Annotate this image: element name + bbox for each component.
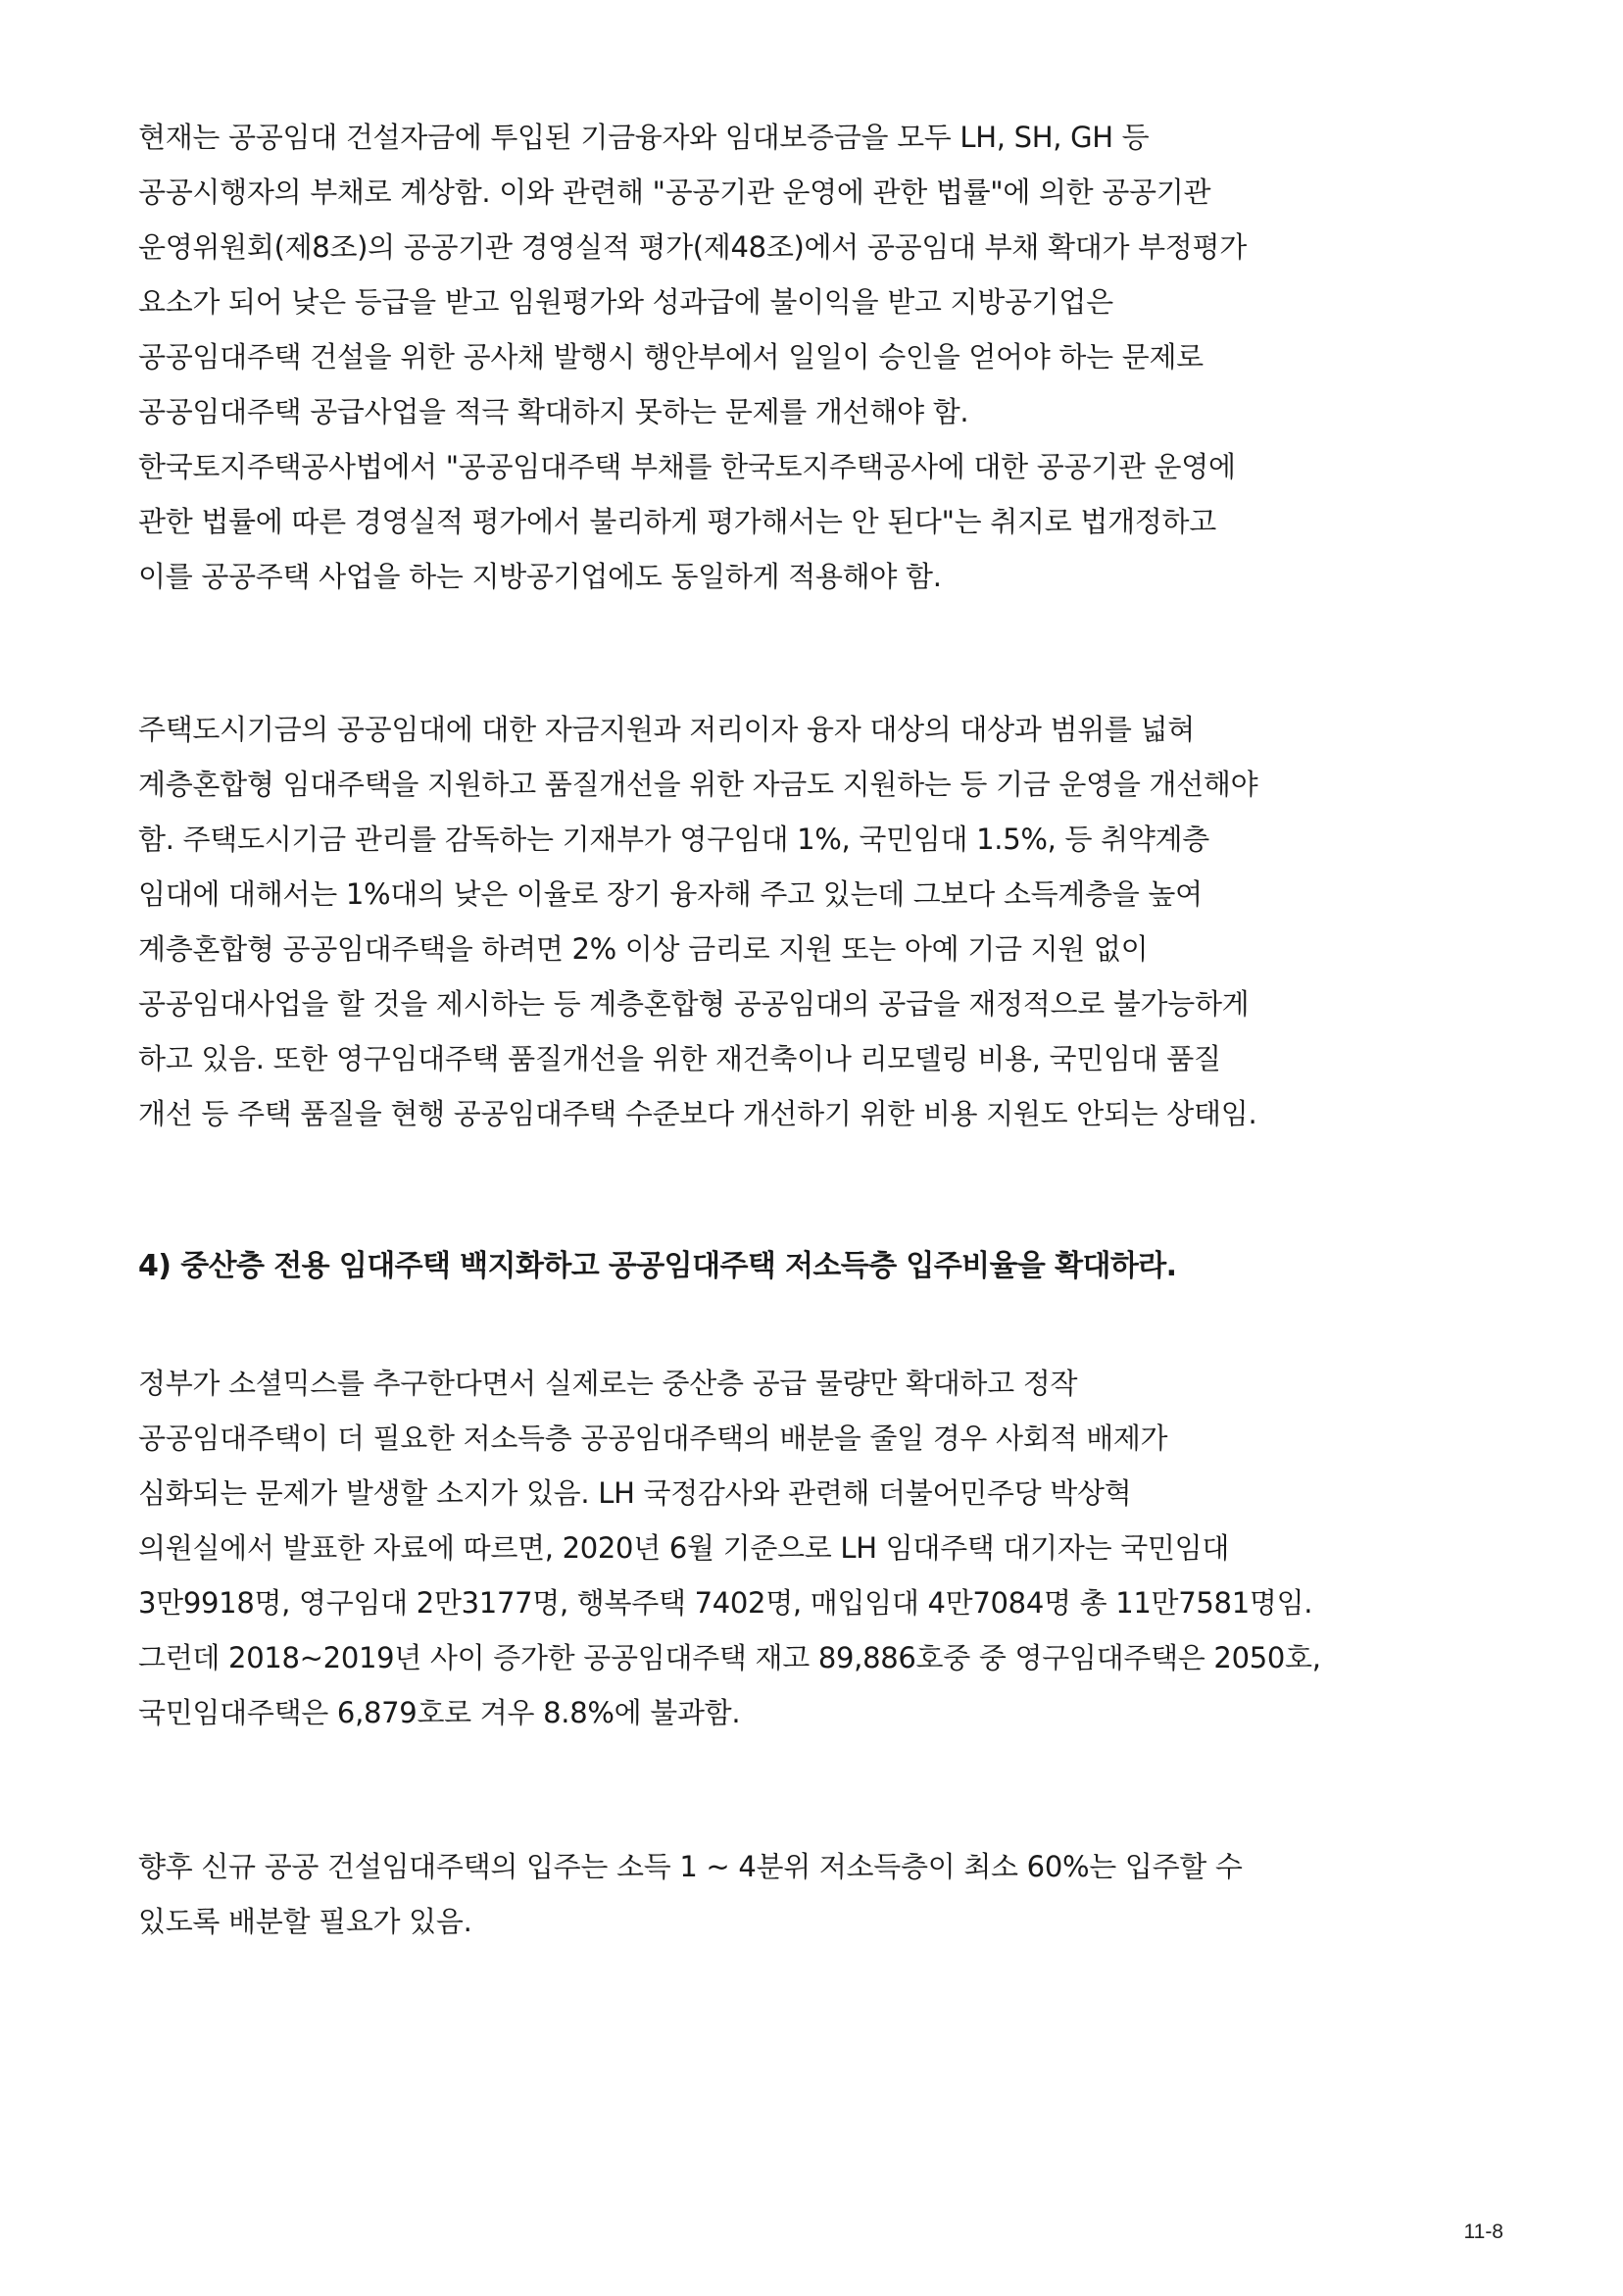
- text-line: 있도록 배분할 필요가 있음.: [138, 1905, 472, 1938]
- section-heading: [138, 1239, 1510, 1294]
- text-line: 개선 등 주택 품질을 현행 공공임대주택 수준보다 개선하기 위한 비용 지원도 안되는 상태임.: [138, 1097, 1257, 1130]
- text-line: 공공임대사업을 할 것을 제시하는 등 계층혼합형 공공임대의 공급을 재정적으로 불가능하게: [138, 987, 1250, 1021]
- text-line: 요소가 되어 낮은 등급을 받고 임원평가와 성과급에 불이익을 받고 지방공기업은: [138, 285, 1113, 319]
- text-line: 향후 신규 공공 건설임대주택의 입주는 소득 1 ~ 4분위 저소득층이 최소 60%는 입주할 수: [138, 1850, 1243, 1883]
- paragraph-allocation: [138, 1839, 1510, 1949]
- text-line: 공공임대주택 공급사업을 적극 확대하지 못하는 문제를 개선해야 함.: [138, 395, 969, 428]
- section-heading-text: 4) 중산층 전용 임대주택 백지화하고 공공임대주택 저소득층 입주비율을 확대하라.: [138, 1249, 1177, 1283]
- text-line: 운영위원회(제8조)의 공공기관 경영실적 평가(제48조)에서 공공임대 부채 확대가 부정평가: [138, 230, 1247, 264]
- paragraph-housing-fund: [138, 702, 1510, 1141]
- text-line: 공공시행자의 부채로 계상함. 이와 관련해 "공공기관 운영에 관한 법률"에 의한 공공기관: [138, 175, 1211, 209]
- text-line: 임대에 대해서는 1%대의 낮은 이율로 장기 융자해 주고 있는데 그보다 소득계층을 높여: [138, 877, 1203, 911]
- paragraph-public-rental-debt: [138, 110, 1510, 604]
- text-line: 3만9918명, 영구임대 2만3177명, 행복주택 7402명, 매입임대 4만7084명 총 11만7581명임.: [138, 1586, 1313, 1620]
- text-line: 공공임대주택이 더 필요한 저소득층 공공임대주택의 배분을 줄일 경우 사회적 배제가: [138, 1422, 1168, 1455]
- paragraph-social-mix: [138, 1356, 1510, 1740]
- text-line: 심화되는 문제가 발생할 소지가 있음. LH 국정감사와 관련해 더불어민주당 박상혁: [138, 1476, 1132, 1510]
- text-line: 함. 주택도시기금 관리를 감독하는 기재부가 영구임대 1%, 국민임대 1.5%, 등 취약계층: [138, 823, 1209, 856]
- text-line: 계층혼합형 임대주택을 지원하고 품질개선을 위한 자금도 지원하는 등 기금 운영을 개선해야: [138, 768, 1258, 801]
- page-number: 11-8: [1463, 2221, 1503, 2243]
- text-line: 계층혼합형 공공임대주택을 하려면 2% 이상 금리로 지원 또는 아예 기금 지원 없이: [138, 932, 1149, 966]
- text-line: 주택도시기금의 공공임대에 대한 자금지원과 저리이자 융자 대상의 대상과 범위를 넓혀: [138, 713, 1195, 746]
- text-line: 관한 법률에 따른 경영실적 평가에서 불리하게 평가해서는 안 된다"는 취지로 법개정하고: [138, 505, 1216, 538]
- text-line: 현재는 공공임대 건설자금에 투입된 기금융자와 임대보증금을 모두 LH, SH, GH 등: [138, 121, 1150, 154]
- text-line: 그런데 2018~2019년 사이 증가한 공공임대주택 재고 89,886호중 중 영구임대주택은 2050호,: [138, 1641, 1321, 1674]
- text-line: 정부가 소셜믹스를 추구한다면서 실제로는 중산층 공급 물량만 확대하고 정작: [138, 1367, 1078, 1400]
- text-line: 이를 공공주택 사업을 하는 지방공기업에도 동일하게 적용해야 함.: [138, 560, 942, 593]
- text-line: 공공임대주택 건설을 위한 공사채 발행시 행안부에서 일일이 승인을 얻어야 하는 문제로: [138, 340, 1204, 374]
- text-line: 국민임대주택은 6,879호로 겨우 8.8%에 불과함.: [138, 1696, 741, 1729]
- text-line: 하고 있음. 또한 영구임대주택 품질개선을 위한 재건축이나 리모델링 비용, 국민임대 품질: [138, 1042, 1221, 1075]
- text-line: 한국토지주택공사법에서 "공공임대주택 부채를 한국토지주택공사에 대한 공공기관 운영에: [138, 450, 1236, 483]
- text-line: 의원실에서 발표한 자료에 따르면, 2020년 6월 기준으로 LH 임대주택 대기자는 국민임대: [138, 1531, 1230, 1565]
